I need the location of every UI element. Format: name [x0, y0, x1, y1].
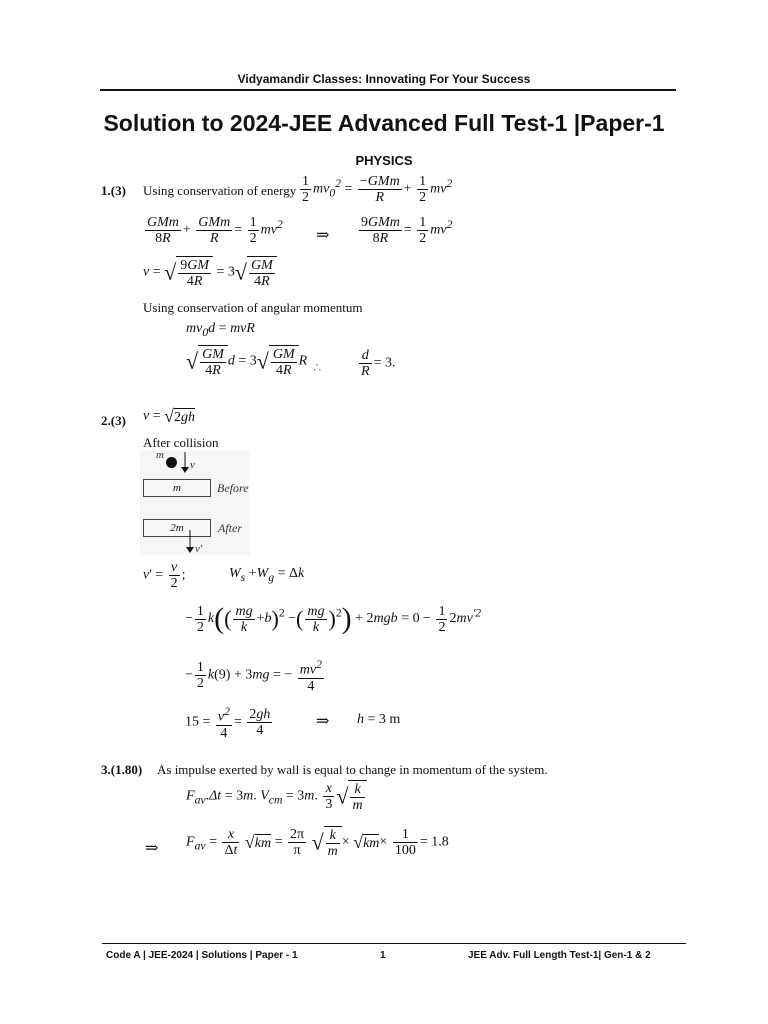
page-title: Solution to 2024-JEE Advanced Full Test-1 |Paper-1 [103, 110, 665, 136]
q1-equation-2a: $\frac{\text{GMm}}{8R}$ + $\frac{\text{GMm}}{R}$ = $\frac{1}{2}$ $mv^2$ [147, 215, 283, 246]
block-after: 2m [143, 519, 211, 537]
q1-equation-5: √ $\frac{GM}{4R}$ d = 3√ $\frac{GM}{4R}$ R [186, 347, 308, 378]
q2-equation-5: 15 = $\frac{v^2}{4}$ = $\frac{2gh}{4}$ [185, 705, 271, 741]
q3-force-equation: $F_{av}$ = $\frac{x}{\Delta t}$ √km = $\frac{2\pi}{\pi}$ √ $\frac{k}{m}$ × √km× $\frac{1}{100}$ = 1.8 [186, 827, 449, 859]
q2-after-collision-text: After collision [143, 435, 219, 450]
implies-symbol: ⇒ [316, 227, 330, 244]
q1-result: $\frac{d}{R}$ = 3. [361, 348, 396, 379]
q1-energy-equation: $\frac{1}{2}$ $mv_0^2$ = $\frac{\text{−GMm}}{R}$ + $\frac{1}{2}$ $mv^2$ [302, 174, 453, 205]
footer-right-text: JEE Adv. Full Length Test-1| Gen-1 & 2 [468, 950, 651, 961]
q1-equation-2b: $\frac{\text{9GMm}}{8R}$ = $\frac{1}{2}$ $mv^2$ [361, 215, 453, 246]
q1-angular-text: Using conservation of angular momentum [143, 300, 363, 315]
q2-result: h = 3 m [357, 712, 401, 727]
before-label: Before [217, 481, 249, 495]
header-rule [100, 89, 676, 91]
q1-angular-equation: $mv_0d$ = mvR [186, 321, 255, 339]
subject-heading: PHYSICS [355, 153, 413, 168]
q3-intro-text: As impulse exerted by wall is equal to change in momentum of the system. [157, 762, 548, 777]
q1-velocity-equation: v = √ $\frac{9GM}{4R}$ = 3√ $\frac{GM}{4R}$ [143, 256, 277, 289]
q2-velocity-equation: v = √2gh [143, 406, 196, 426]
therefore-symbol: ∴ [313, 360, 322, 375]
q2-work-energy-equation: $W_s +W_g = \Delta k$ [229, 566, 305, 584]
ball-icon [166, 457, 177, 468]
arrow-down-icon [180, 452, 190, 474]
q1-intro-text: Using conservation of energy [143, 183, 297, 198]
block-before: m [143, 479, 211, 497]
velocity-label-vprime: v' [195, 543, 203, 555]
velocity-label-v: v [190, 459, 195, 471]
q2-equation-4: − $\frac{1}{2}$ k(9) + 3mg = − $\frac{mv^2}{4}$ [185, 658, 322, 694]
page-number: 1 [380, 950, 386, 961]
ball-mass-label: m [156, 449, 164, 461]
collision-diagram [140, 450, 250, 555]
question-number-1: 1.(3) [101, 183, 126, 198]
question-number-2: 2.(3) [101, 413, 126, 428]
q2-equation-vprime: v' = $\frac{v}{2}$ ; [143, 560, 186, 591]
question-number-3: 3.(1.80) [101, 762, 143, 777]
q3-impulse-equation: $F_{av}.\Delta t = 3m$. $V_{cm} = 3m$. $\frac{x}{3}$ √ $\frac{k}{m}$ [186, 780, 367, 813]
footer-rule [102, 943, 686, 944]
after-label: After [218, 521, 242, 535]
implies-symbol: ⇒ [316, 713, 330, 730]
implies-symbol: ⇒ [145, 840, 159, 857]
footer-left-text: Code A | JEE-2024 | Solutions | Paper - 1 [106, 950, 298, 961]
arrow-down-icon [185, 530, 195, 554]
q2-equation-3: − $\frac{1}{2}$ k(( $\frac{mg}{k}$ +b)$^2$ −( $\frac{mg}{k}$ )$^2$) + 2mgb = 0 − $\frac{1}{2}$ $2mv^{'2}$ [185, 602, 482, 635]
institute-header: Vidyamandir Classes: Innovating For Your Success [237, 72, 531, 86]
